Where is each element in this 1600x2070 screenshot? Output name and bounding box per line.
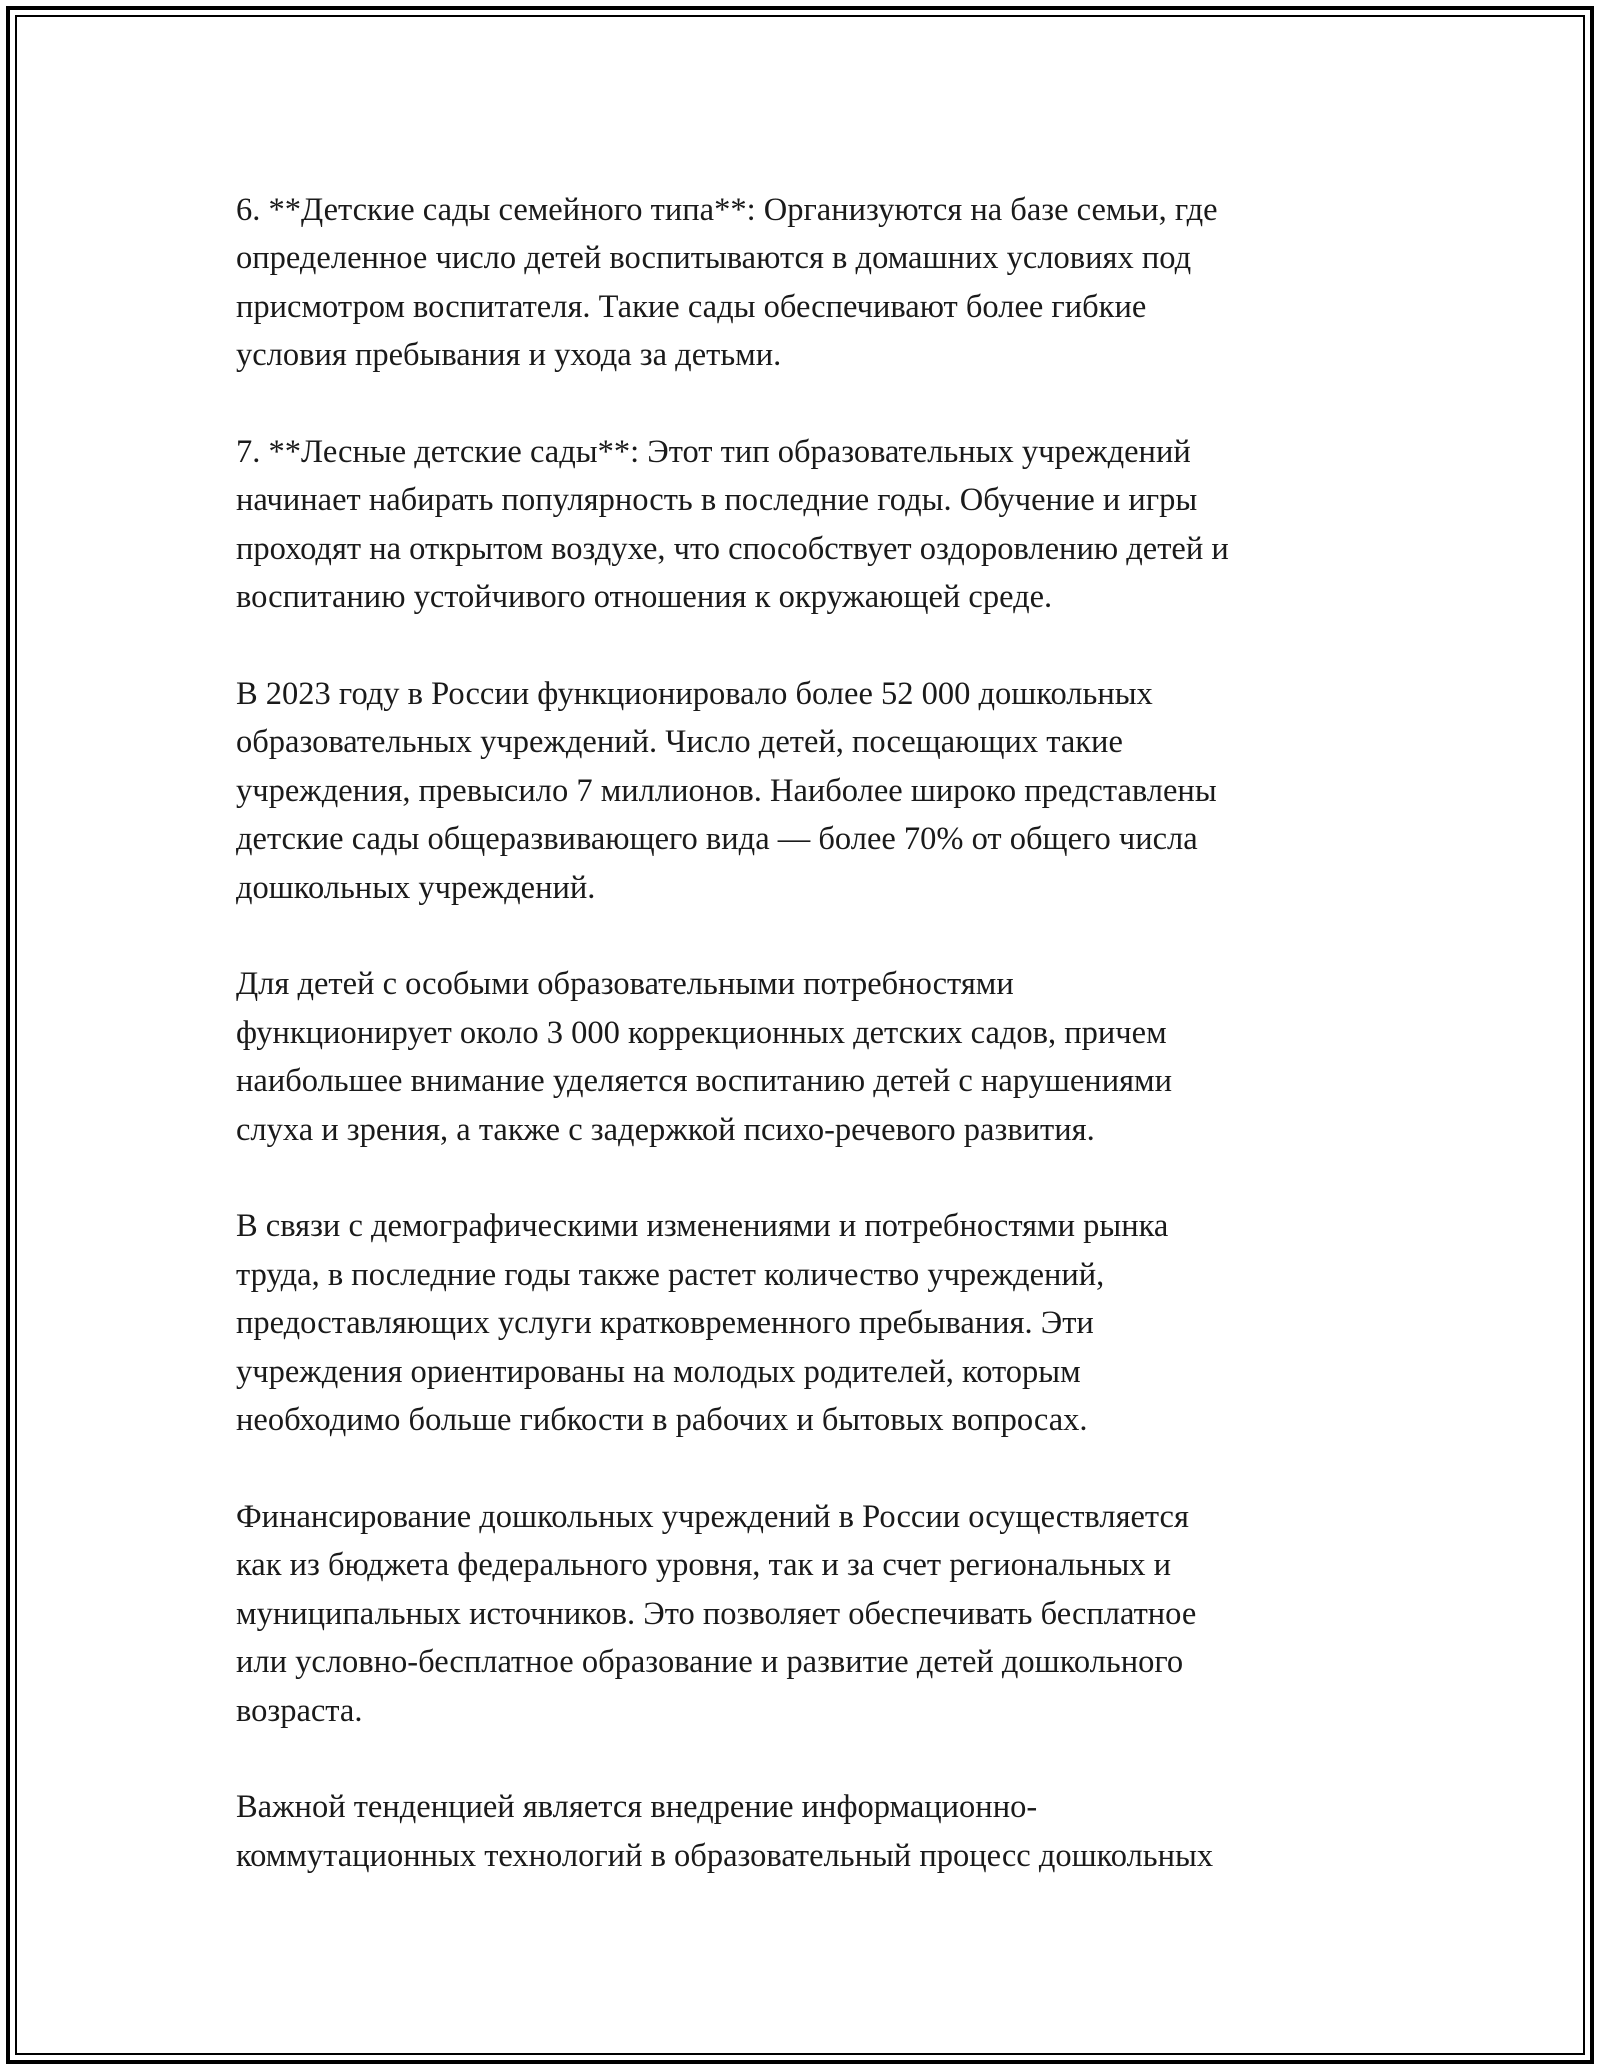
- text-line: определенное число детей воспитываются в домашних условиях под: [236, 240, 1192, 277]
- text-line: Важной тенденцией является внедрение информационно-: [236, 1789, 1038, 1826]
- text-line: функционирует около 3 000 коррекционных детских садов, причем: [236, 1014, 1167, 1051]
- text-line: 6. **Детские сады семейного типа**: Организуются на базе семьи, где: [236, 192, 1218, 228]
- text-line: детские сады общеразвивающего вида — более 70% от общего числа: [236, 821, 1198, 858]
- paragraph-special-needs: [236, 960, 1406, 1154]
- text-line: необходимо больше гибкости в рабочих и бытовых вопросах.: [236, 1402, 1088, 1439]
- text-line: труда, в последние годы также растет количество учреждений,: [236, 1256, 1105, 1293]
- document-body: [236, 186, 1406, 1929]
- paragraph-short-stay: [236, 1202, 1406, 1444]
- text-line: муниципальных источников. Это позволяет обеспечивать бесплатное: [236, 1595, 1197, 1632]
- text-line: образовательных учреждений. Число детей, посещающих такие: [236, 724, 1123, 761]
- text-line: учреждения, превысило 7 миллионов. Наиболее широко представлены: [236, 772, 1217, 809]
- paragraph-financing: [236, 1493, 1406, 1735]
- text-line: дошкольных учреждений.: [236, 869, 596, 906]
- text-line: возраста.: [236, 1692, 363, 1729]
- text-line: условия пребывания и ухода за детьми.: [236, 337, 782, 374]
- text-line: Для детей с особыми образовательными потребностями: [236, 966, 1014, 1003]
- text-line: проходят на открытом воздухе, что способствует оздоровлению детей и: [236, 530, 1229, 567]
- paragraph-family-kindergartens: [236, 186, 1406, 380]
- text-line: начинает набирать популярность в последние годы. Обучение и игры: [236, 482, 1198, 519]
- text-line: присмотром воспитателя. Такие сады обеспечивают более гибкие: [236, 288, 1147, 325]
- text-line: предоставляющих услуги кратковременного пребывания. Эти: [236, 1305, 1094, 1342]
- text-line: учреждения ориентированы на молодых родителей, которым: [236, 1353, 1081, 1390]
- text-line: наибольшее внимание уделяется воспитанию детей с нарушениями: [236, 1063, 1172, 1100]
- text-line: В 2023 году в России функционировало более 52 000 дошкольных: [236, 676, 1153, 713]
- paragraph-ict-trend: [236, 1783, 1406, 1880]
- text-line: 7. **Лесные детские сады**: Этот тип образовательных учреждений: [236, 434, 1191, 471]
- paragraph-forest-kindergartens: [236, 428, 1406, 622]
- text-line: или условно-бесплатное образование и развитие детей дошкольного: [236, 1644, 1184, 1681]
- text-line: коммутационных технологий в образовательный процесс дошкольных: [236, 1837, 1214, 1874]
- text-line: Финансирование дошкольных учреждений в России осуществляется: [236, 1498, 1189, 1535]
- text-line: слуха и зрения, а также с задержкой психо-речевого развития.: [236, 1111, 1095, 1148]
- paragraph-statistics-2023: [236, 670, 1406, 912]
- text-line: В связи с демографическими изменениями и потребностями рынка: [236, 1208, 1169, 1245]
- text-line: как из бюджета федерального уровня, так и за счет региональных и: [236, 1547, 1172, 1584]
- text-line: воспитанию устойчивого отношения к окружающей среде.: [236, 579, 1053, 616]
